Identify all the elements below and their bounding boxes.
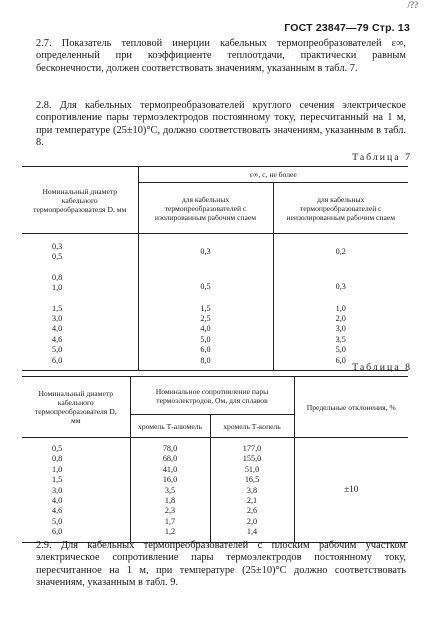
table7-insulated-1: 0,3 (138, 234, 273, 263)
table7-cell: 1,5 (52, 303, 63, 313)
table7-cell: 5,0 (335, 345, 346, 355)
table7-cell: 1,0 (335, 303, 346, 313)
table8-caption: Таблица 8 (352, 362, 412, 373)
table7-cell: 5,0 (200, 334, 211, 344)
table7-cell: 0,5 (52, 252, 63, 262)
table8-cell: 4,6 (52, 506, 63, 516)
table8-cell: 1,4 (246, 527, 258, 537)
table7-cell: 0,3 (52, 242, 63, 251)
table7-cell: 3,0 (335, 324, 346, 334)
table8-cell: 3,0 (52, 485, 63, 495)
paragraph-2-9 (36, 540, 406, 590)
table7-cell: 2,5 (200, 313, 211, 323)
table8-cell: 2,6 (246, 506, 258, 516)
table7-insulated-3 (138, 294, 273, 371)
table7-cell: 4,6 (52, 334, 63, 344)
table7-cell: 4,0 (200, 324, 211, 334)
table7-uninsulated-2: 0,3 (273, 263, 408, 294)
table8-cell: 1,5 (52, 475, 63, 485)
table8-header-diameter: Номинальный диаметр кабельного термопреобразователя D, мм (22, 377, 130, 438)
table7-cell: 6,0 (52, 355, 63, 365)
table7-cell: 5,0 (52, 345, 63, 355)
table7-cell: 8,0 (200, 355, 211, 365)
paragraph-2-7-text: 2.7. Показатель тепловой инерции кабельных термопреобразователей ε∞, определенный при коэффициенте теплоотдачи, практически равным бесконечности, должен соответствовать значениям, указанным в табл. 7. (36, 38, 406, 74)
table8-cell: 1,8 (164, 495, 176, 505)
table8-diameters (22, 438, 130, 543)
table7-cell: 2,0 (335, 313, 346, 323)
table8-header-chromel-alumel: хромель Т-алюмель (130, 415, 210, 438)
table8-cell: 1,2 (164, 527, 176, 537)
paragraph-2-8 (36, 100, 406, 150)
table8-cell: 51,0 (244, 464, 260, 474)
table7-header-uninsulated: для кабельных термопреобразователей с неизолированным рабочим спаем (273, 183, 408, 234)
table7-cell: 6,0 (200, 345, 211, 355)
table8-cell: 6,0 (52, 527, 63, 537)
table8-cell: 5,0 (52, 516, 63, 526)
table7-cell: 0,8 (52, 272, 63, 282)
table8-cell: 155,0 (242, 454, 262, 464)
table7-uninsulated-3 (273, 294, 408, 371)
table8-header-deviation: Предельные отклонения, % (294, 377, 408, 438)
table7-row-group-2 (22, 263, 408, 294)
table8-body (22, 438, 408, 543)
table8-chromel-copel-values (210, 438, 294, 543)
table8-cell: 41,0 (162, 464, 178, 474)
table8-chromel-alumel-values (130, 438, 210, 543)
table7-insulated-2: 0,5 (138, 263, 273, 294)
table8-header-resistance: Номинальное сопротивление пары термоэлектродов, Ом, для сплавов (130, 377, 294, 415)
table8-cell: 2,0 (246, 516, 258, 526)
table8-cell: 2,3 (164, 506, 176, 516)
table7-cell: 3,5 (335, 334, 346, 344)
table8-cell: 16,5 (244, 475, 260, 485)
corner-mark: /?? (407, 0, 418, 10)
paragraph-2-7 (36, 38, 406, 75)
table7-cell: 1,0 (52, 283, 63, 293)
table7-row-group-1 (22, 234, 408, 263)
table8-cell: 78,0 (162, 444, 178, 453)
table7-header-insulated: для кабельных термопреобразователей с изолированным рабочим спаем (138, 183, 273, 234)
table8-cell: 1,7 (164, 516, 176, 526)
table7-caption: Таблица 7 (352, 152, 412, 163)
table8-cell: 0,5 (52, 444, 63, 453)
table8-cell: 3,8 (246, 485, 258, 495)
page-header: ГОСТ 23847—79 Стр. 13 (284, 22, 410, 34)
table8-cell: 2,1 (246, 495, 258, 505)
table7-uninsulated-1: 0,2 (273, 234, 408, 263)
table8-cell: 1,0 (52, 464, 63, 474)
table7-cell: 1,5 (200, 303, 211, 313)
table8-cell: 4,0 (52, 495, 63, 505)
table8-header-chromel-copel: хромель Т-копель (210, 415, 294, 438)
table8-deviation-value: ±10 (294, 438, 408, 543)
table7 (22, 166, 408, 371)
table7-header-eps: ε∞, с, не более (138, 167, 408, 183)
table8-cell: 3,5 (164, 485, 176, 495)
table7-cell: 3,0 (52, 313, 63, 323)
table8-cell: 0,8 (52, 454, 63, 464)
paragraph-2-9-text: 2.9. Для кабельных термопреобразователей с плоским рабочим участком электрическое сопротивление пары термоэлектродов постоянному току, пересчитанное на 1 м, при температуре (25±10)°С должно соответствовать значениям, указанным в табл. 9. (36, 540, 406, 589)
table7-cell: 6,0 (335, 355, 346, 365)
table7-diameters-1 (22, 234, 138, 263)
table7-diameters-3 (22, 294, 138, 371)
table7-header-diameter: Номинальный диаметр кабельного термопреобразователя D, мм (22, 167, 138, 234)
paragraph-2-8-text: 2.8. Для кабельных термопреобразователей круглого сечения электрическое сопротивление пары термоэлектродов постоянному току, пересчитанный на 1 м, при температуре (25±10)°С, должно соответствовать значениям, указанным в табл. 8. (36, 100, 406, 149)
table8-cell: 16,0 (162, 475, 178, 485)
table7-row-group-3 (22, 294, 408, 371)
table8-cell: 68,0 (162, 454, 178, 464)
table7-diameters-2 (22, 263, 138, 294)
table7-cell: 4,0 (52, 324, 63, 334)
table8 (22, 376, 408, 543)
table8-cell: 177,0 (242, 444, 262, 453)
